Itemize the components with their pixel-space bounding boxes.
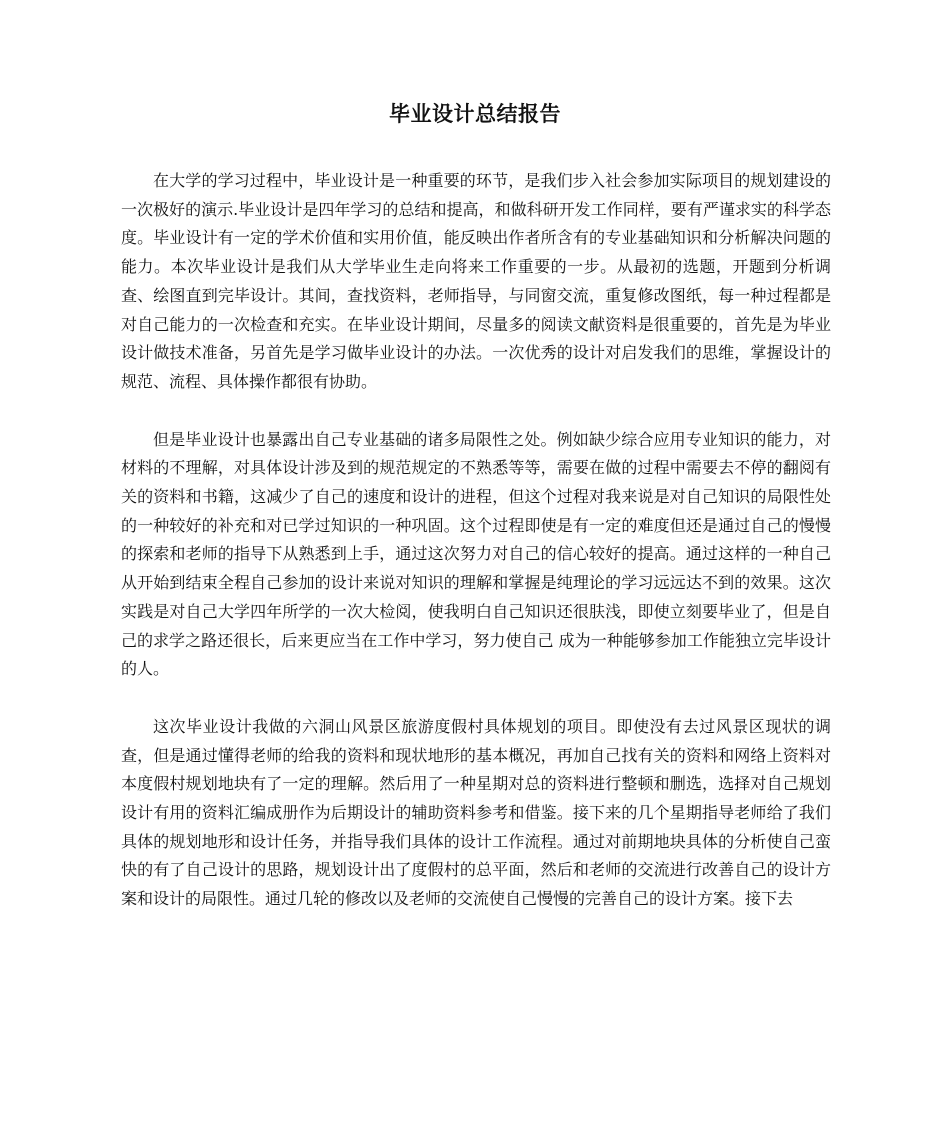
document-body (121, 167, 831, 943)
paragraph-3: 这次毕业设计我做的六洞山风景区旅游度假村具体规划的项目。即使没有去过风景区现状的调查，但是通过懂得老师的给我的资料和现状地形的基本概况，再加自己找有关的资料和网络上资料对本度假村规划地块有了一定的理解。然后用了一种星期对总的资料进行整顿和删选，选择对自己规划设计有用的资料汇编成册作为后期设计的辅助资料参考和借鉴。接下来的几个星期指导老师给了我们具体的规划地形和设计任务，并指导我们具体的设计工作流程。通过对前期地块具体的分析使自己蛮快的有了自己设计的思路，规划设计出了度假村的总平面，然后和老师的交流进行改善自己的设计方案和设计的局限性。通过几轮的修改以及老师的交流使自己慢慢的完善自己的设计方案。接下去 (121, 716, 831, 909)
document-title: 毕业设计总结报告 (389, 102, 561, 126)
paragraph-1: 在大学的学习过程中，毕业设计是一种重要的环节，是我们步入社会参加实际项目的规划建设的一次极好的演示.毕业设计是四年学习的总结和提高，和做科研开发工作同样，要有严谨求实的科学态度。毕业设计有一定的学术价值和实用价值，能反映出作者所含有的专业基础知识和分析解决问题的能力。本次毕业设计是我们从大学毕业生走向将来工作重要的一步。从最初的选题，开题到分析调查、绘图直到完毕设计。其间，查找资料，老师指导，与同窗交流，重复修改图纸，每一种过程都是对自己能力的一次检查和充实。在毕业设计期间，尽量多的阅读文献资料是很重要的，首先是为毕业设计做技术准备，另首先是学习做毕业设计的办法。一次优秀的设计对启发我们的思维，掌握设计的规范、流程、具体操作都很有协助。 (121, 171, 831, 391)
paragraph-2: 但是毕业设计也暴露出自己专业基础的诸多局限性之处。例如缺少综合应用专业知识的能力，对材料的不理解，对具体设计涉及到的规范规定的不熟悉等等，需要在做的过程中需要去不停的翻阅有关的资料和书籍，这减少了自己的速度和设计的进程，但这个过程对我来说是对自己知识的局限性处的一种较好的补充和对已学过知识的一种巩固。这个过程即使是有一定的难度但还是通过自己的慢慢的探索和老师的指导下从熟悉到上手，通过这次努力对自己的信心较好的提高。通过这样的一种自己从开始到结束全程自己参加的设计来说对知识的理解和掌握是纯理论的学习远远达不到的效果。这次实践是对自己大学四年所学的一次大检阅，使我明白自己知识还很肤浅，即使立刻要毕业了，但是自己的求学之路还很长，后来更应当在工作中学习，努力使自己 成为一种能够参加工作能独立完毕设计的人。 (121, 429, 831, 679)
